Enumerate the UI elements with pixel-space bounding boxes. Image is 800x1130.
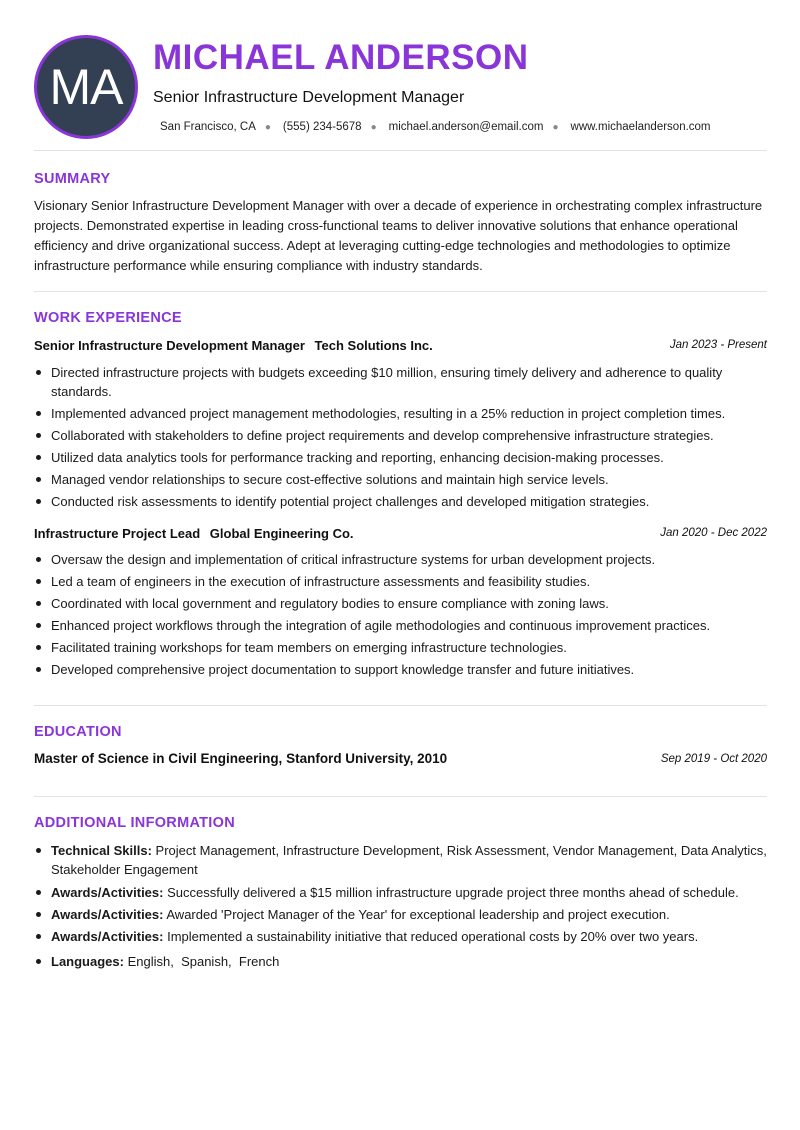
contact-line — [160, 121, 711, 133]
additional-heading: ADDITIONAL INFORMATION — [34, 815, 235, 831]
contact-email[interactable]: michael.anderson@email.com — [388, 121, 544, 133]
list-item — [34, 883, 767, 902]
resume-header — [0, 0, 800, 150]
candidate-name: MICHAEL ANDERSON — [153, 38, 529, 77]
experience-heading: WORK EXPERIENCE — [34, 310, 182, 326]
list-item: Implemented advanced project management methodologies, resulting in a 25% reduction in project completion times. — [34, 404, 767, 423]
list-item: Coordinated with local government and regulatory bodies to ensure compliance with zoning laws. — [34, 594, 767, 613]
job-bullets — [34, 550, 767, 682]
job-company: Global Engineering Co. — [209, 526, 354, 541]
job-dates: Jan 2023 - Present — [669, 339, 767, 351]
item-text: English, Spanish, French — [127, 954, 280, 969]
list-item: Oversaw the design and implementation of critical infrastructure systems for urban development projects. — [34, 550, 767, 569]
item-label: Languages: — [51, 954, 124, 969]
list-item — [34, 841, 767, 879]
education-dates: Sep 2019 - Oct 2020 — [660, 753, 767, 765]
job-header — [34, 526, 767, 546]
job-header — [34, 338, 767, 358]
item-label: Awards/Activities: — [51, 929, 164, 944]
list-item: Utilized data analytics tools for performance tracking and reporting, enhancing decision-making processes. — [34, 448, 767, 467]
separator-dot: ● — [552, 122, 559, 133]
job-role: Senior Infrastructure Development Manager — [34, 338, 305, 353]
section-divider — [34, 705, 767, 706]
item-label: Awards/Activities: — [51, 885, 164, 900]
avatar-initials: MA — [49, 59, 123, 115]
summary-text: Visionary Senior Infrastructure Development Manager with over a decade of experience in orchestrating complex infrastructure projects. Demonstrated expertise in leading cross-functional teams to deliver innovative solutions that enhance operational efficiency and drive organizational success. Adept at leveraging cutting-edge technologies and methodologies to optimize infrastructure performance while ensuring compliance with industry standards. — [34, 198, 763, 273]
section-divider — [34, 291, 767, 292]
job-dates: Jan 2020 - Dec 2022 — [660, 527, 767, 539]
list-item: Facilitated training workshops for team members on emerging infrastructure technologies. — [34, 638, 767, 657]
contact-website[interactable]: www.michaelanderson.com — [570, 121, 711, 133]
education-heading: EDUCATION — [34, 724, 122, 740]
item-text: Successfully delivered a $15 million infrastructure upgrade project three months ahead of schedule. — [167, 885, 739, 900]
section-divider — [34, 150, 767, 151]
avatar — [34, 35, 138, 139]
job-role: Infrastructure Project Lead — [34, 526, 201, 541]
item-text: Project Management, Infrastructure Development, Risk Assessment, Vendor Management, Data Analytics, Stakeholder Engagement — [51, 843, 767, 877]
separator-dot: ● — [264, 122, 271, 133]
job-company: Tech Solutions Inc. — [314, 338, 433, 353]
list-item: Led a team of engineers in the execution of infrastructure assessments and feasibility studies. — [34, 572, 767, 591]
candidate-title: Senior Infrastructure Development Manager — [153, 89, 465, 106]
item-text: Implemented a sustainability initiative that reduced operational costs by 20% over two years. — [167, 929, 699, 944]
additional-list — [34, 841, 767, 974]
item-text: Awarded 'Project Manager of the Year' for exceptional leadership and project execution. — [166, 907, 670, 922]
contact-location: San Francisco, CA — [160, 121, 256, 133]
list-item: Conducted risk assessments to identify potential project challenges and developed mitigation strategies. — [34, 492, 767, 511]
education-degree: Master of Science in Civil Engineering, Stanford University, 2010 — [34, 751, 448, 766]
section-divider — [34, 796, 767, 797]
job-bullets — [34, 363, 767, 514]
education-entry — [34, 751, 767, 766]
item-label: Awards/Activities: — [51, 907, 164, 922]
separator-dot: ● — [370, 122, 377, 133]
list-item — [34, 905, 767, 924]
item-label: Technical Skills: — [51, 843, 152, 858]
contact-phone: (555) 234-5678 — [282, 121, 362, 133]
list-item: Managed vendor relationships to secure cost-effective solutions and maintain high service levels. — [34, 470, 767, 489]
summary-heading: SUMMARY — [34, 171, 111, 187]
list-item — [34, 927, 767, 946]
list-item: Collaborated with stakeholders to define project requirements and develop comprehensive infrastructure strategies. — [34, 426, 767, 445]
list-item: Enhanced project workflows through the integration of agile methodologies and continuous improvement practices. — [34, 616, 767, 635]
list-item: Developed comprehensive project documentation to support knowledge transfer and future initiatives. — [34, 660, 767, 679]
list-item — [34, 952, 767, 971]
list-item: Directed infrastructure projects with budgets exceeding $10 million, ensuring timely delivery and adherence to quality standards. — [34, 363, 767, 401]
